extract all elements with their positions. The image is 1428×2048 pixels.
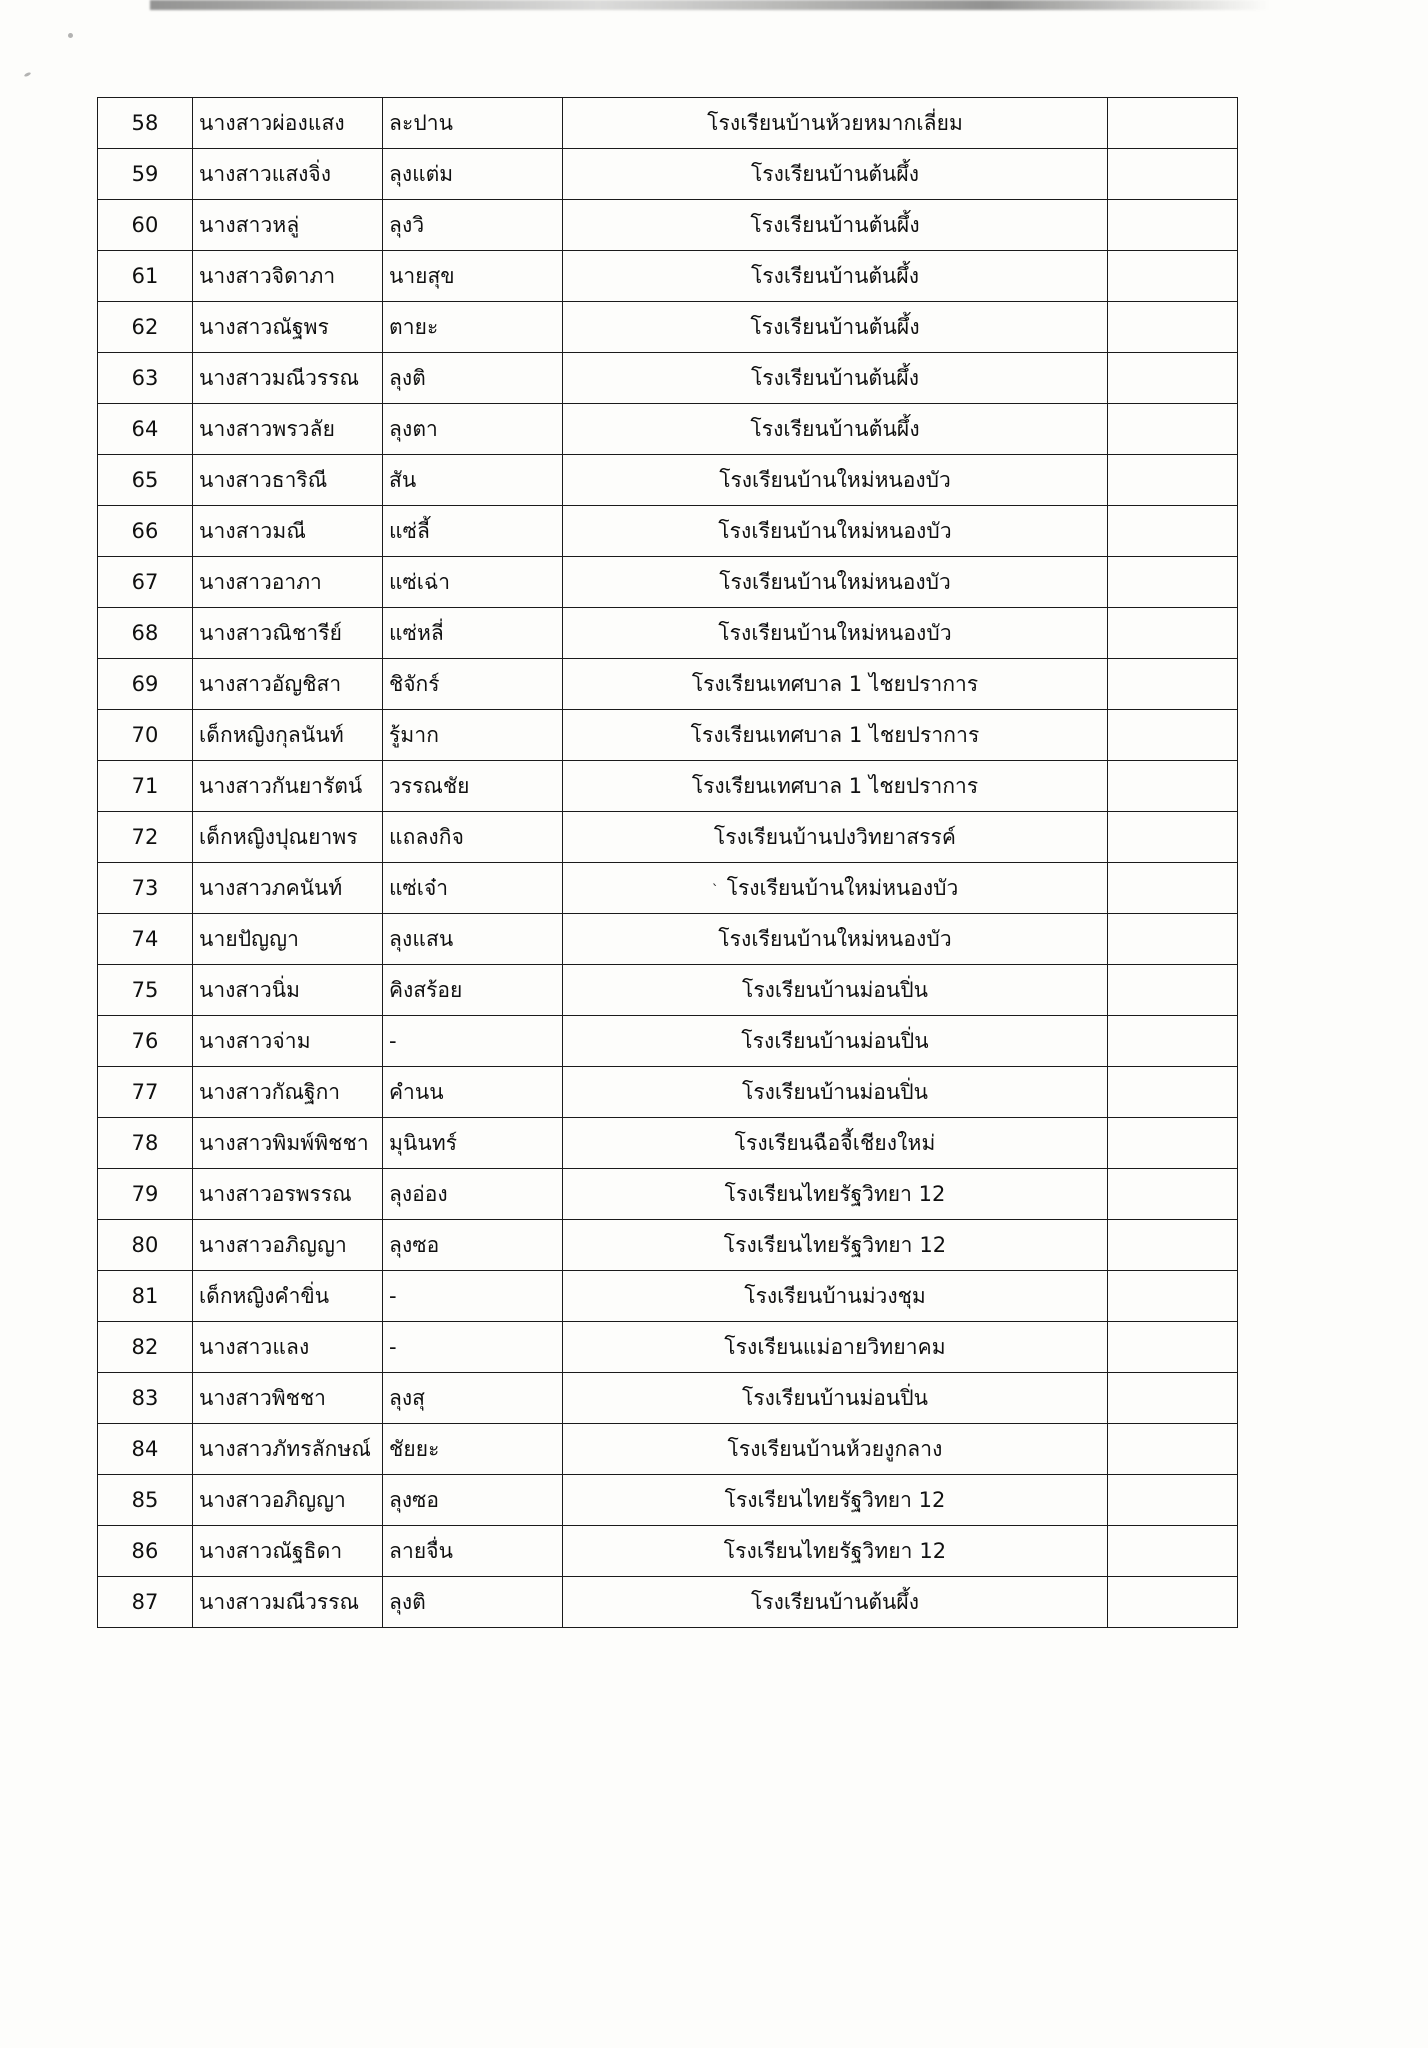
table-row xyxy=(98,149,1238,200)
cell-number: 81 xyxy=(98,1271,193,1322)
cell-number: 79 xyxy=(98,1169,193,1220)
table-row xyxy=(98,1475,1238,1526)
cell-surname: วรรณชัย xyxy=(383,761,563,812)
table-row xyxy=(98,1271,1238,1322)
cell-name: นางสาวมณี xyxy=(193,506,383,557)
cell-school: โรงเรียนบ้านม่อนปิ่น xyxy=(563,1016,1108,1067)
cell-signature xyxy=(1108,965,1238,1016)
cell-number: 65 xyxy=(98,455,193,506)
table-row xyxy=(98,1322,1238,1373)
table-row xyxy=(98,1373,1238,1424)
cell-name: นางสาวภคนันท์ xyxy=(193,863,383,914)
table-row xyxy=(98,557,1238,608)
cell-surname: รู้มาก xyxy=(383,710,563,761)
cell-signature xyxy=(1108,353,1238,404)
cell-signature xyxy=(1108,710,1238,761)
cell-name: นางสาวณัฐธิดา xyxy=(193,1526,383,1577)
cell-school: โรงเรียนเทศบาล 1 ไชยปราการ xyxy=(563,710,1108,761)
cell-surname: ลายจื่น xyxy=(383,1526,563,1577)
cell-school: โรงเรียนแม่อายวิทยาคม xyxy=(563,1322,1108,1373)
cell-name: นายปัญญา xyxy=(193,914,383,965)
cell-signature xyxy=(1108,302,1238,353)
table-row xyxy=(98,761,1238,812)
cell-school: โรงเรียนบ้านต้นผึ้ง xyxy=(563,251,1108,302)
cell-signature xyxy=(1108,506,1238,557)
cell-signature xyxy=(1108,608,1238,659)
cell-school: โรงเรียนบ้านม่อนปิ่น xyxy=(563,1067,1108,1118)
cell-number: 68 xyxy=(98,608,193,659)
cell-number: 73 xyxy=(98,863,193,914)
cell-signature xyxy=(1108,1016,1238,1067)
cell-signature xyxy=(1108,1169,1238,1220)
cell-signature xyxy=(1108,98,1238,149)
cell-number: 87 xyxy=(98,1577,193,1628)
cell-number: 61 xyxy=(98,251,193,302)
cell-name: นางสาวจ่าม xyxy=(193,1016,383,1067)
table-row xyxy=(98,200,1238,251)
cell-school: โรงเรียนบ้านต้นผึ้ง xyxy=(563,149,1108,200)
table-row xyxy=(98,1016,1238,1067)
scan-speck xyxy=(68,33,73,38)
cell-school: โรงเรียนเทศบาล 1 ไชยปราการ xyxy=(563,659,1108,710)
cell-name: นางสาวอภิญญา xyxy=(193,1220,383,1271)
cell-number: 67 xyxy=(98,557,193,608)
table-row xyxy=(98,608,1238,659)
cell-name: นางสาวพิชชา xyxy=(193,1373,383,1424)
cell-name: นางสาวพิมพ์พิชชา xyxy=(193,1118,383,1169)
cell-name: นางสาวพรวลัย xyxy=(193,404,383,455)
cell-surname: ลุงสุ xyxy=(383,1373,563,1424)
table-row xyxy=(98,1220,1238,1271)
cell-surname: คิงสร้อย xyxy=(383,965,563,1016)
cell-surname: แซ่หลี่ xyxy=(383,608,563,659)
cell-surname: แซ่ลี้ xyxy=(383,506,563,557)
cell-number: 63 xyxy=(98,353,193,404)
cell-surname: - xyxy=(383,1322,563,1373)
cell-name: นางสาวหลู่ xyxy=(193,200,383,251)
cell-school: โรงเรียนบ้านห้วยหมากเลี่ยม xyxy=(563,98,1108,149)
cell-number: 59 xyxy=(98,149,193,200)
cell-number: 72 xyxy=(98,812,193,863)
cell-number: 58 xyxy=(98,98,193,149)
cell-number: 84 xyxy=(98,1424,193,1475)
cell-surname: ลุงติ xyxy=(383,353,563,404)
cell-name: เด็กหญิงปุณยาพร xyxy=(193,812,383,863)
cell-surname: แถลงกิจ xyxy=(383,812,563,863)
cell-signature xyxy=(1108,1475,1238,1526)
cell-surname: ตายะ xyxy=(383,302,563,353)
scan-speck xyxy=(24,72,32,78)
table-row xyxy=(98,1424,1238,1475)
cell-signature xyxy=(1108,1220,1238,1271)
cell-name: นางสาวกัณฐิกา xyxy=(193,1067,383,1118)
roster-table xyxy=(97,97,1238,1628)
table-row xyxy=(98,1067,1238,1118)
cell-number: 74 xyxy=(98,914,193,965)
cell-number: 86 xyxy=(98,1526,193,1577)
cell-school: โรงเรียนไทยรัฐวิทยา 12 xyxy=(563,1475,1108,1526)
cell-surname: ชัยยะ xyxy=(383,1424,563,1475)
cell-surname: มุนินทร์ xyxy=(383,1118,563,1169)
cell-signature xyxy=(1108,1271,1238,1322)
cell-signature xyxy=(1108,251,1238,302)
cell-name: นางสาวอภิญญา xyxy=(193,1475,383,1526)
cell-number: 60 xyxy=(98,200,193,251)
table-row xyxy=(98,353,1238,404)
cell-name: นางสาวอรพรรณ xyxy=(193,1169,383,1220)
cell-name: นางสาวณัฐพร xyxy=(193,302,383,353)
cell-surname: คำนน xyxy=(383,1067,563,1118)
cell-number: 78 xyxy=(98,1118,193,1169)
scan-artifact-top xyxy=(150,0,1270,10)
cell-school: โรงเรียนบ้านใหม่หนองบัว xyxy=(563,557,1108,608)
cell-signature xyxy=(1108,1577,1238,1628)
cell-school: โรงเรียนบ้านต้นผึ้ง xyxy=(563,353,1108,404)
cell-signature xyxy=(1108,1322,1238,1373)
cell-school-text: โรงเรียนบ้านใหม่หนองบัว xyxy=(726,875,959,900)
cell-surname: ลุงวิ xyxy=(383,200,563,251)
cell-name: นางสาวแสงจิ่ง xyxy=(193,149,383,200)
cell-school: โรงเรียนบ้านม่อนปิ่น xyxy=(563,965,1108,1016)
table-row xyxy=(98,710,1238,761)
cell-school: โรงเรียนไทยรัฐวิทยา 12 xyxy=(563,1169,1108,1220)
cell-surname: นายสุข xyxy=(383,251,563,302)
cell-signature xyxy=(1108,200,1238,251)
table-row xyxy=(98,1577,1238,1628)
cell-signature xyxy=(1108,812,1238,863)
cell-name: นางสาวอัญชิสา xyxy=(193,659,383,710)
cell-surname: - xyxy=(383,1016,563,1067)
cell-signature xyxy=(1108,659,1238,710)
cell-number: 70 xyxy=(98,710,193,761)
cell-signature xyxy=(1108,1373,1238,1424)
cell-name: นางสาวแลง xyxy=(193,1322,383,1373)
cell-name: นางสาวมณีวรรณ xyxy=(193,353,383,404)
cell-number: 76 xyxy=(98,1016,193,1067)
cell-signature xyxy=(1108,914,1238,965)
cell-school: โรงเรียนบ้านม่อนปิ่น xyxy=(563,1373,1108,1424)
cell-name: นางสาวธาริณี xyxy=(193,455,383,506)
cell-number: 71 xyxy=(98,761,193,812)
cell-school: โรงเรียนบ้านใหม่หนองบัว xyxy=(563,455,1108,506)
cell-school: โรงเรียนบ้านต้นผึ้ง xyxy=(563,1577,1108,1628)
cell-signature xyxy=(1108,149,1238,200)
cell-school: โรงเรียนบ้านต้นผึ้ง xyxy=(563,302,1108,353)
cell-name: นางสาวกันยารัตน์ xyxy=(193,761,383,812)
table-row xyxy=(98,1118,1238,1169)
cell-signature xyxy=(1108,455,1238,506)
cell-number: 83 xyxy=(98,1373,193,1424)
cell-signature xyxy=(1108,1067,1238,1118)
cell-number: 69 xyxy=(98,659,193,710)
cell-name: นางสาวมณีวรรณ xyxy=(193,1577,383,1628)
cell-surname: ลุงตา xyxy=(383,404,563,455)
cell-number: 77 xyxy=(98,1067,193,1118)
cell-surname: ลุงซอ xyxy=(383,1220,563,1271)
cell-number: 66 xyxy=(98,506,193,557)
cell-signature xyxy=(1108,1424,1238,1475)
cell-number: 82 xyxy=(98,1322,193,1373)
cell-name: นางสาวอาภา xyxy=(193,557,383,608)
cell-name: นางสาวภัทรลักษณ์ xyxy=(193,1424,383,1475)
cell-number: 80 xyxy=(98,1220,193,1271)
cell-school xyxy=(563,863,1108,914)
cell-name: นางสาวณิชารีย์ xyxy=(193,608,383,659)
table-row xyxy=(98,1526,1238,1577)
table-row xyxy=(98,965,1238,1016)
cell-school: โรงเรียนฉือจี้เชียงใหม่ xyxy=(563,1118,1108,1169)
table-row xyxy=(98,506,1238,557)
table-row xyxy=(98,404,1238,455)
cell-school: โรงเรียนบ้านห้วยงูกลาง xyxy=(563,1424,1108,1475)
cell-number: 62 xyxy=(98,302,193,353)
cell-name: นางสาวนิ่ม xyxy=(193,965,383,1016)
table-row xyxy=(98,812,1238,863)
cell-surname: ลุงแต่ม xyxy=(383,149,563,200)
cell-school: โรงเรียนบ้านใหม่หนองบัว xyxy=(563,608,1108,659)
table-row xyxy=(98,251,1238,302)
cell-surname: ลุงแสน xyxy=(383,914,563,965)
table-row xyxy=(98,914,1238,965)
cell-name: นางสาวจิดาภา xyxy=(193,251,383,302)
cell-surname: ลุงซอ xyxy=(383,1475,563,1526)
cell-surname: สัน xyxy=(383,455,563,506)
cell-school: โรงเรียนบ้านใหม่หนองบัว xyxy=(563,914,1108,965)
cell-surname: แซ่เจ๋า xyxy=(383,863,563,914)
cell-name: เด็กหญิงกุลนันท์ xyxy=(193,710,383,761)
cell-surname: แซ่เฉ่า xyxy=(383,557,563,608)
cell-signature xyxy=(1108,863,1238,914)
cell-signature xyxy=(1108,1118,1238,1169)
table-row xyxy=(98,455,1238,506)
cell-surname: ลุงอ่อง xyxy=(383,1169,563,1220)
cell-school: โรงเรียนบ้านต้นผึ้ง xyxy=(563,404,1108,455)
cell-school: โรงเรียนบ้านปงวิทยาสรรค์ xyxy=(563,812,1108,863)
cell-signature xyxy=(1108,1526,1238,1577)
cell-number: 85 xyxy=(98,1475,193,1526)
cell-school: โรงเรียนบ้านใหม่หนองบัว xyxy=(563,506,1108,557)
roster-table-container xyxy=(97,97,1237,1628)
cell-school: โรงเรียนไทยรัฐวิทยา 12 xyxy=(563,1526,1108,1577)
cell-number: 75 xyxy=(98,965,193,1016)
ink-tick-mark: ` xyxy=(711,882,719,899)
cell-school: โรงเรียนบ้านม่วงชุม xyxy=(563,1271,1108,1322)
cell-signature xyxy=(1108,761,1238,812)
cell-surname: ชิจักร์ xyxy=(383,659,563,710)
cell-school: โรงเรียนเทศบาล 1 ไชยปราการ xyxy=(563,761,1108,812)
cell-school: โรงเรียนไทยรัฐวิทยา 12 xyxy=(563,1220,1108,1271)
cell-surname: ละปาน xyxy=(383,98,563,149)
cell-signature xyxy=(1108,557,1238,608)
cell-name: นางสาวผ่องแสง xyxy=(193,98,383,149)
table-row xyxy=(98,863,1238,914)
cell-number: 64 xyxy=(98,404,193,455)
table-row xyxy=(98,98,1238,149)
cell-school: โรงเรียนบ้านต้นผึ้ง xyxy=(563,200,1108,251)
cell-surname: - xyxy=(383,1271,563,1322)
cell-name: เด็กหญิงคำขิ่น xyxy=(193,1271,383,1322)
table-row xyxy=(98,1169,1238,1220)
table-row xyxy=(98,302,1238,353)
cell-surname: ลุงติ xyxy=(383,1577,563,1628)
table-row xyxy=(98,659,1238,710)
cell-signature xyxy=(1108,404,1238,455)
